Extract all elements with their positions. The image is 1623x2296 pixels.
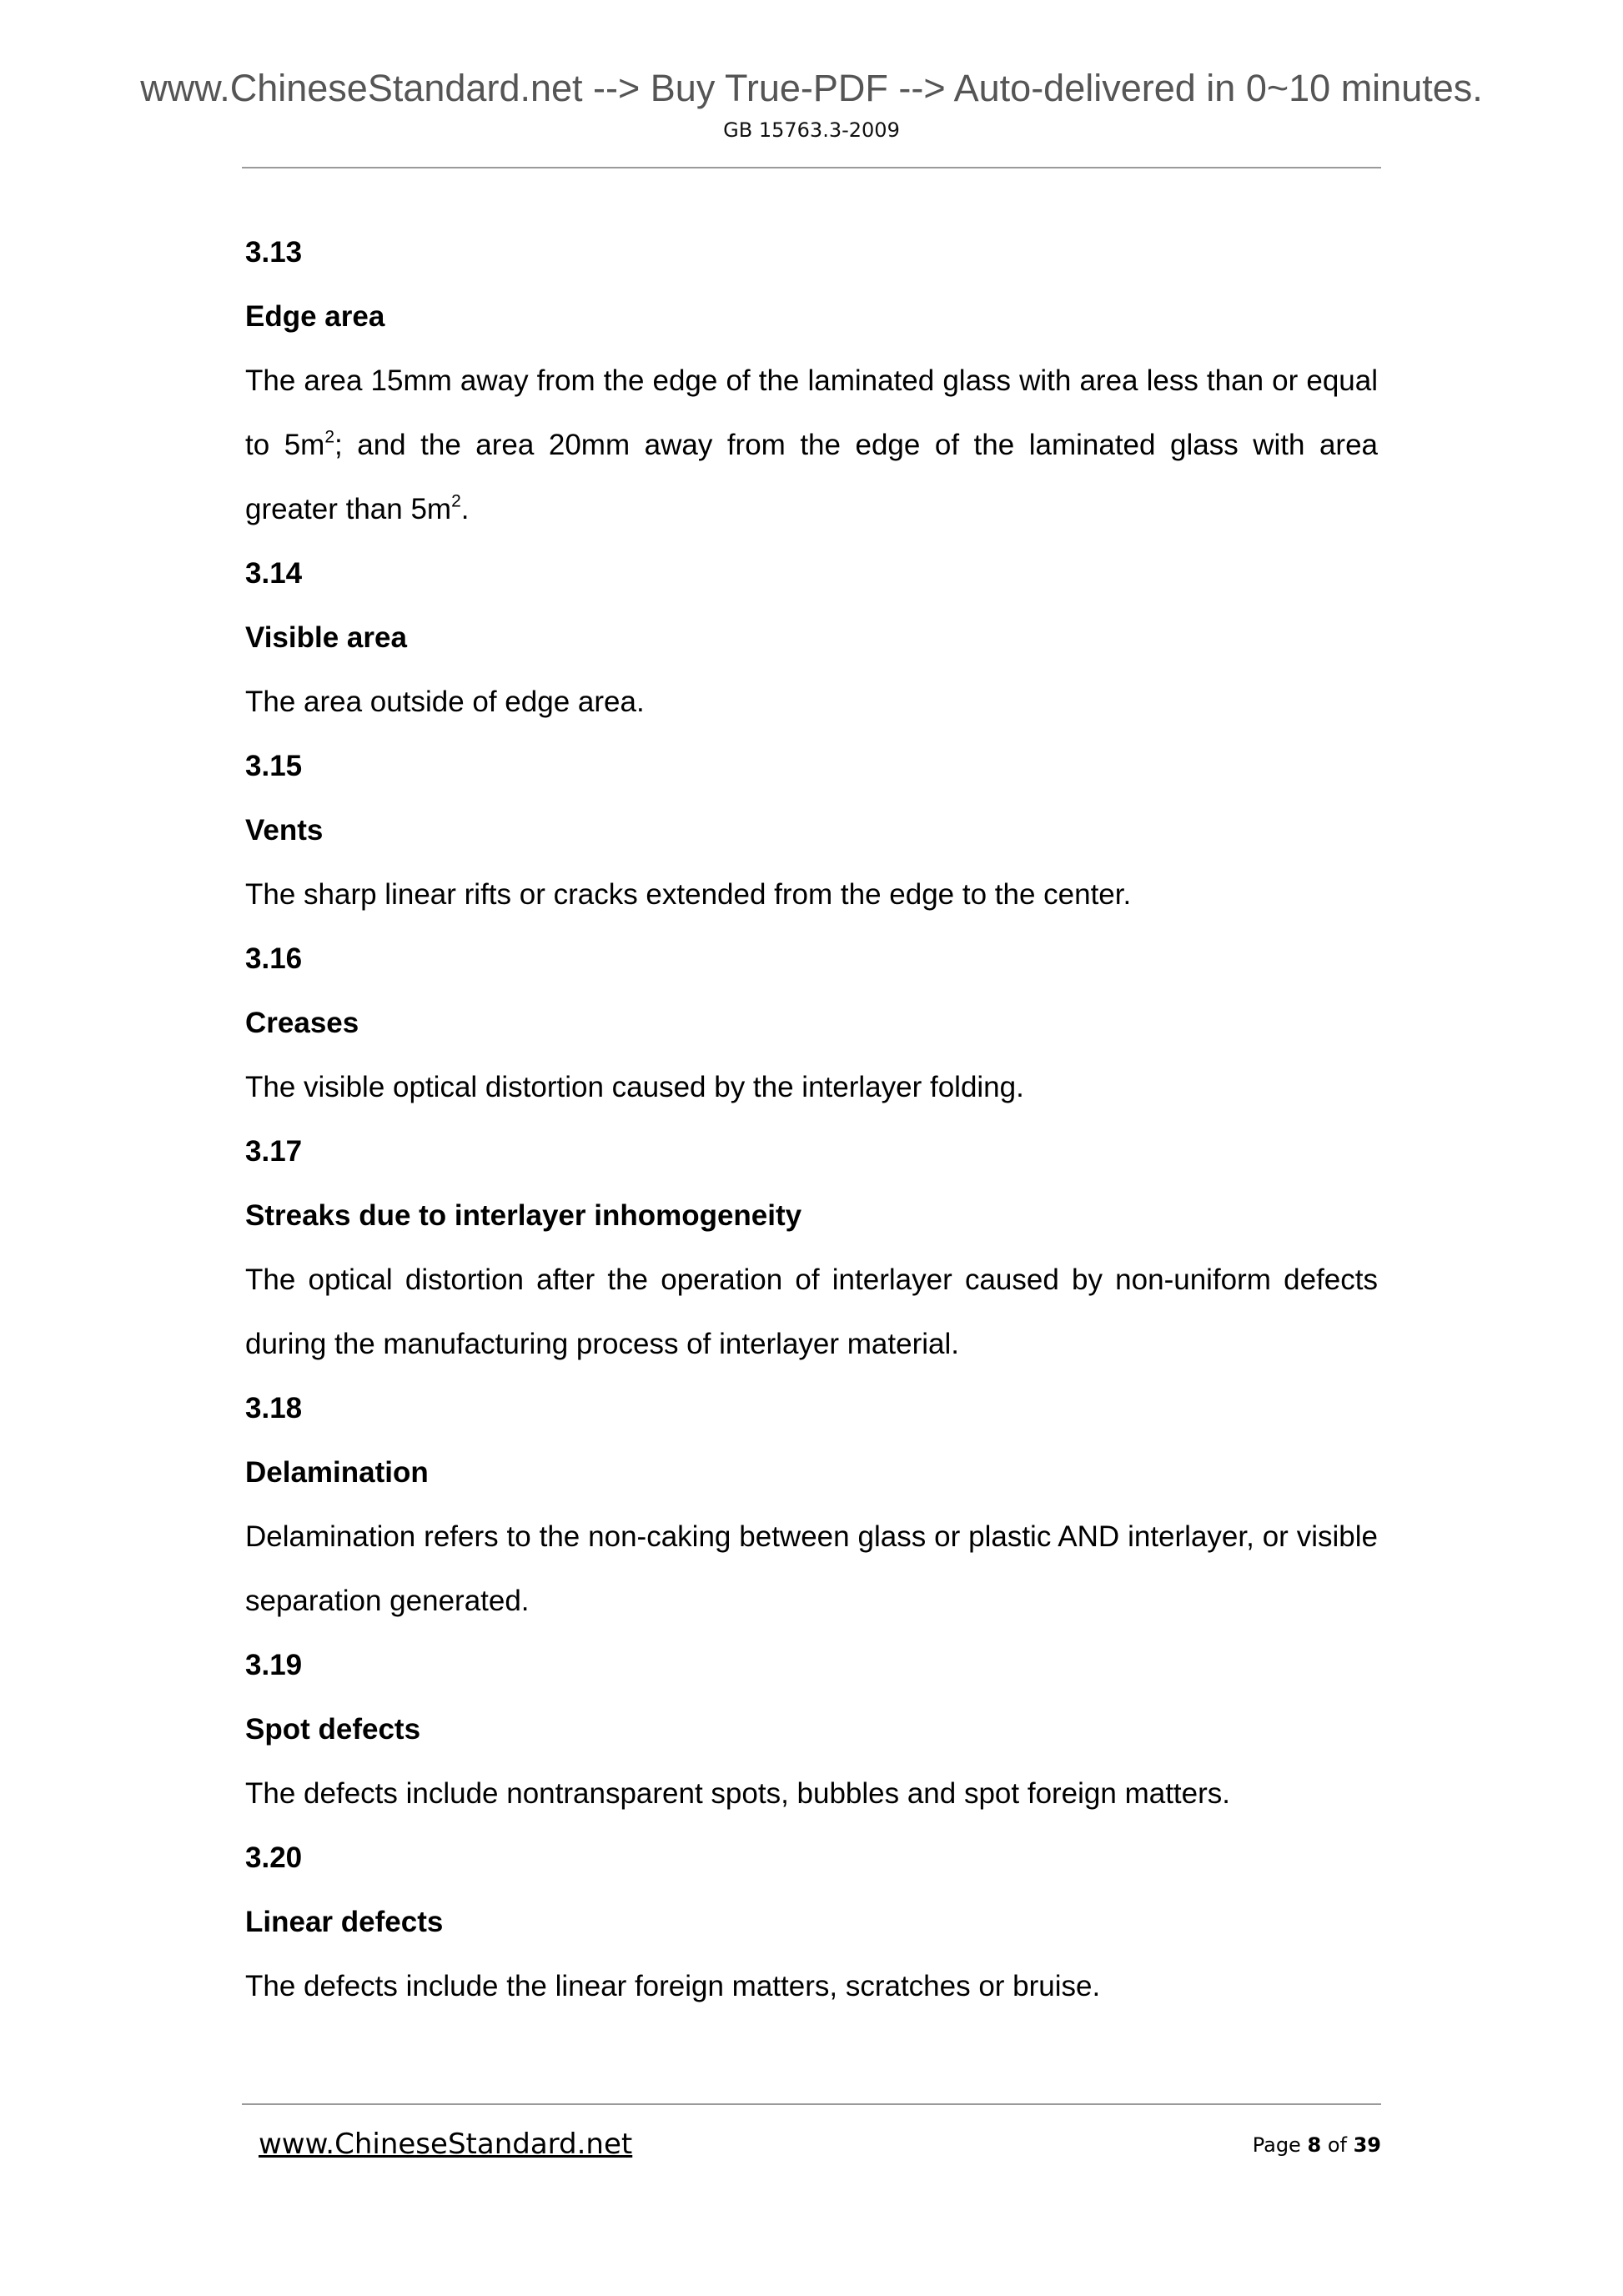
- clause-term: Edge area: [245, 300, 385, 333]
- clause-definition: The defects include the linear foreign matters, scratches or bruise.: [245, 1970, 1101, 2002]
- clause-definition: The visible optical distortion caused by the interlayer folding.: [245, 1071, 1024, 1103]
- page-number: Page 8 of 39: [1252, 2133, 1381, 2157]
- clause-number: 3.20: [245, 1841, 303, 1874]
- clause-term: Spot defects: [245, 1713, 421, 1746]
- clause-3-20: [245, 1826, 1378, 2018]
- footer-divider: [242, 2103, 1381, 2105]
- clause-term: Delamination: [245, 1456, 429, 1489]
- footer-website-link[interactable]: www.ChineseStandard.net: [259, 2128, 633, 2161]
- clause-3-14: [245, 541, 1378, 734]
- document-body: [245, 220, 1378, 2018]
- clause-definition: The defects include nontransparent spots, bubbles and spot foreign matters.: [245, 1777, 1230, 1810]
- clause-term: Creases: [245, 1007, 359, 1039]
- clause-definition: The area 15mm away from the edge of the laminated glass with area less than or equal to $5m^2$; and the area 20mm away from the edge of the laminated glass with area greater than $5m^2$.: [245, 364, 1378, 525]
- clause-3-15: [245, 734, 1378, 927]
- clause-3-18: [245, 1376, 1378, 1633]
- clause-number: 3.16: [245, 942, 303, 975]
- clause-number: 3.13: [245, 236, 303, 269]
- clause-definition: Delamination refers to the non-caking between glass or plastic AND interlayer, or visible separation generated.: [245, 1520, 1378, 1617]
- clause-term: Streaks due to interlayer inhomogeneity: [245, 1199, 802, 1232]
- header-divider: [242, 167, 1381, 168]
- standard-code: GB 15763.3-2009: [723, 118, 900, 142]
- clause-definition: The optical distortion after the operation of interlayer caused by non-uniform defects during the manufacturing process of interlayer material.: [245, 1264, 1378, 1360]
- clause-number: 3.17: [245, 1135, 303, 1168]
- clause-term: Linear defects: [245, 1906, 444, 1938]
- clause-number: 3.14: [245, 557, 303, 590]
- clause-term: Visible area: [245, 621, 407, 654]
- clause-number: 3.19: [245, 1649, 303, 1681]
- clause-3-16: [245, 927, 1378, 1119]
- clause-3-19: [245, 1633, 1378, 1826]
- clause-definition: The sharp linear rifts or cracks extended from the edge to the center.: [245, 878, 1132, 911]
- clause-3-17: [245, 1119, 1378, 1376]
- clause-definition: The area outside of edge area.: [245, 686, 645, 718]
- clause-number: 3.18: [245, 1392, 303, 1424]
- clause-number: 3.15: [245, 750, 303, 782]
- clause-3-13: [245, 220, 1378, 541]
- header-banner[interactable]: www.ChineseStandard.net --> Buy True-PDF --> Auto-delivered in 0~10 minutes.: [140, 67, 1483, 109]
- clause-term: Vents: [245, 814, 324, 847]
